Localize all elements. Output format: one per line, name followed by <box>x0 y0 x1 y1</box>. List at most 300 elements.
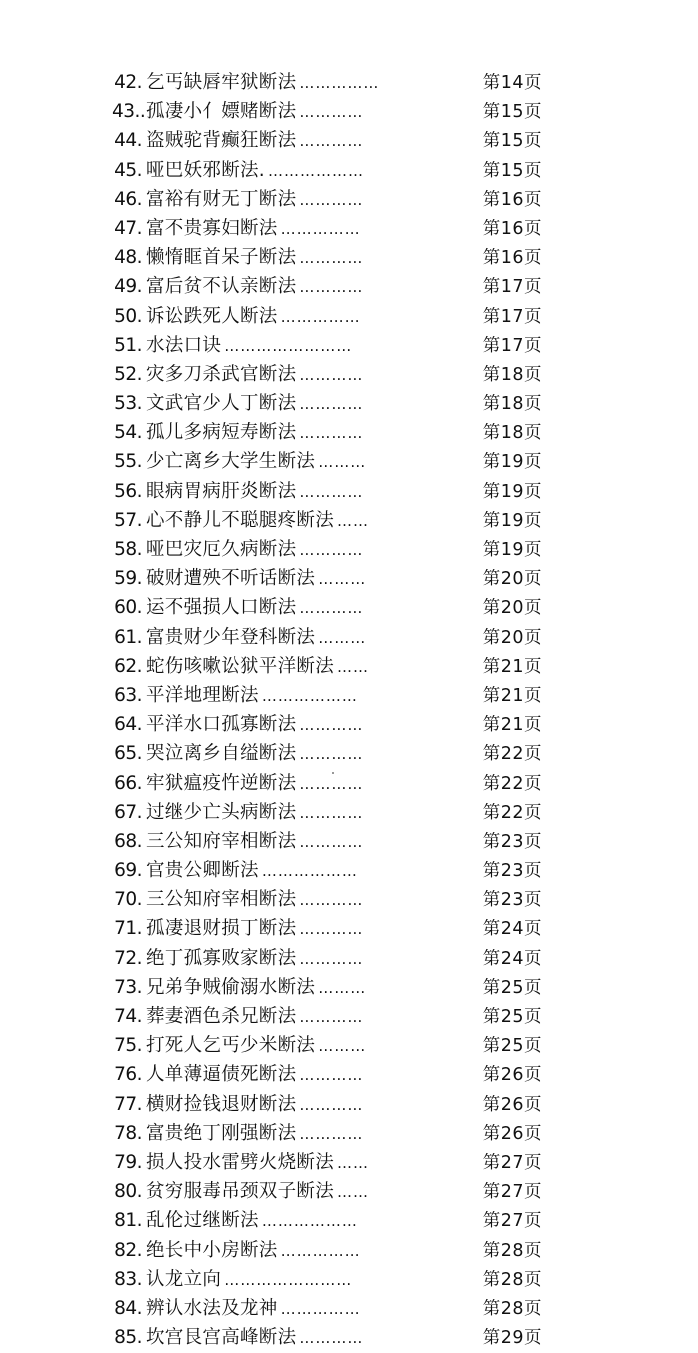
toc-entry-title: 损人投水雷劈火烧断法 <box>146 1151 335 1173</box>
page-suffix: 页 <box>524 598 542 619</box>
toc-entry[interactable] <box>112 564 542 593</box>
page-suffix: 页 <box>524 481 542 502</box>
toc-entry-number: 61. <box>114 626 142 648</box>
page-number: 25 <box>500 1007 524 1027</box>
toc-entry-number: 64. <box>114 714 142 736</box>
toc-entry-title: 贫穷服毒吊颈双子断法 <box>146 1181 335 1203</box>
toc-entry-page <box>456 886 542 915</box>
toc-entry-title: 诉讼跌死人断法 <box>146 305 278 327</box>
toc-entry[interactable] <box>112 1060 542 1089</box>
page-number: 29 <box>500 1328 524 1349</box>
toc-entry-title: 盗贼驼背癫狂断法 <box>146 130 297 152</box>
toc-entry[interactable] <box>112 1206 542 1235</box>
page-prefix: 第 <box>482 364 501 385</box>
toc-entry-title: 坎宫艮宫高峰断法 <box>146 1327 297 1349</box>
toc-leader-dots: …………… <box>299 74 380 92</box>
page-suffix: 页 <box>524 394 542 415</box>
toc-entry-number: 57. <box>114 509 142 531</box>
page-suffix: 页 <box>524 802 542 823</box>
toc-entry[interactable] <box>112 652 542 681</box>
page-number: 25 <box>500 977 524 998</box>
toc-entry[interactable] <box>112 1148 542 1177</box>
page-number: 17 <box>500 277 524 298</box>
page-suffix: 页 <box>524 1328 542 1349</box>
page-number: 24 <box>500 948 524 969</box>
toc-entry[interactable] <box>112 447 542 476</box>
page-number: 19 <box>500 510 524 531</box>
toc-entry-number: 46. <box>114 188 142 210</box>
toc-entry[interactable] <box>112 418 542 447</box>
toc-entry[interactable] <box>112 593 542 622</box>
toc-entry-title: 绝丁孤寡败家断法 <box>146 947 297 969</box>
toc-entry-number: 47. <box>114 217 142 239</box>
toc-entry-number: 60. <box>114 597 142 619</box>
toc-entry-page <box>456 770 542 799</box>
toc-leader-dots: ………… <box>299 132 364 151</box>
toc-entry-number: 79. <box>114 1151 142 1173</box>
toc-entry[interactable] <box>112 798 542 827</box>
page-suffix: 页 <box>524 306 542 327</box>
toc-leader-dots: ………… <box>299 1124 364 1143</box>
page-number: 22 <box>500 802 524 823</box>
toc-entry[interactable] <box>112 885 542 914</box>
toc-entry[interactable] <box>112 1119 542 1148</box>
page-number: 15 <box>500 102 524 123</box>
toc-entry-number: 56. <box>114 480 142 502</box>
toc-leader-dots: ………… <box>299 774 364 793</box>
toc-entry[interactable] <box>112 506 542 535</box>
toc-entry-page <box>456 1207 542 1236</box>
page-prefix: 第 <box>482 540 501 560</box>
toc-entry-page <box>456 215 542 244</box>
toc-leader-dots: ……………… <box>261 1212 358 1231</box>
toc-leader-dots: ………… <box>299 803 364 822</box>
toc-leader-dots: ………… <box>299 716 364 735</box>
toc-leader-dots: ………… <box>299 920 364 939</box>
toc-leader-dots: ………… <box>299 1329 364 1348</box>
toc-entry-number: 71. <box>114 918 142 940</box>
toc-leader-dots: …………… <box>280 307 361 326</box>
toc-entry-title: 牢狱瘟疫忤逆断法 <box>146 772 297 794</box>
toc-entry-number: 45. <box>114 159 142 181</box>
toc-entry[interactable] <box>112 1031 542 1060</box>
page-number: 23 <box>500 861 524 882</box>
toc-entry[interactable] <box>112 1002 542 1031</box>
toc-entry-page <box>456 1266 542 1295</box>
toc-entry[interactable] <box>112 769 542 798</box>
toc-entry-title: 运不强损人口断法 <box>146 597 297 619</box>
toc-entry-number: 68. <box>114 830 142 852</box>
toc-leader-dots: ………… <box>299 1008 364 1026</box>
page-prefix: 第 <box>482 977 501 998</box>
toc-entry-number: 55. <box>114 451 142 473</box>
page-number: 24 <box>500 919 524 940</box>
toc-entry-number: 72. <box>114 947 142 969</box>
toc-entry[interactable] <box>112 272 542 301</box>
toc-entry-number: 51. <box>114 334 142 356</box>
toc-leader-dots: ……… <box>318 628 367 647</box>
toc-entry-number: 65. <box>114 743 142 765</box>
toc-leader-dots: …… <box>337 1183 370 1202</box>
toc-entry-number: 62. <box>114 655 142 677</box>
page-prefix: 第 <box>482 1065 501 1086</box>
toc-entry-title: 乞丐缺唇牢狱断法 <box>146 72 297 93</box>
toc-entry[interactable] <box>112 1236 542 1265</box>
toc-entry-page <box>456 974 542 1003</box>
toc-entry[interactable] <box>112 389 542 418</box>
toc-entry[interactable] <box>112 68 542 97</box>
toc-entry-page <box>456 1061 542 1090</box>
toc-entry[interactable] <box>112 1177 542 1206</box>
toc-entry-page <box>456 1149 542 1178</box>
page-prefix: 第 <box>482 715 501 736</box>
page-prefix: 第 <box>482 627 501 648</box>
toc-entry-title: 哭泣离乡自缢断法 <box>146 743 297 765</box>
toc-entry-title: 懒惰眶首呆子断法 <box>146 247 297 269</box>
toc-entry[interactable] <box>112 126 542 155</box>
toc-entry-number: 63. <box>114 684 142 706</box>
page-suffix: 页 <box>524 1094 542 1115</box>
page-prefix: 第 <box>482 656 501 677</box>
toc-entry-number: 69. <box>114 860 142 882</box>
page-suffix: 页 <box>524 131 542 152</box>
toc-entry[interactable] <box>112 827 542 856</box>
page-prefix: 第 <box>482 335 501 356</box>
page-prefix: 第 <box>482 919 501 940</box>
toc-entry-page <box>456 857 542 886</box>
page-suffix: 页 <box>524 715 542 736</box>
page-prefix: 第 <box>482 598 501 619</box>
toc-entry-title: 平洋地理断法 <box>146 684 259 706</box>
toc-entry[interactable] <box>112 185 542 214</box>
page-number: 28 <box>500 1269 524 1290</box>
page-suffix: 页 <box>524 160 542 181</box>
page-suffix: 页 <box>524 977 542 998</box>
page-suffix: 页 <box>524 656 542 677</box>
page-prefix: 第 <box>482 1240 501 1261</box>
page-prefix: 第 <box>482 1036 501 1057</box>
toc-leader-dots: ………… <box>299 599 364 618</box>
toc-entry-number: 59. <box>114 568 142 590</box>
toc-leader-dots: ………… <box>299 103 364 122</box>
toc-entry[interactable] <box>112 623 542 652</box>
toc-entry-title: 破财遭殃不听话断法 <box>146 568 316 590</box>
toc-entry-number: 80. <box>114 1181 142 1203</box>
page-prefix: 第 <box>482 452 501 473</box>
page-number: 18 <box>500 394 524 415</box>
toc-entry-title: 富后贫不认亲断法 <box>146 276 297 298</box>
page-suffix: 页 <box>524 1065 542 1086</box>
toc-entry-number: 70. <box>114 889 142 911</box>
page-suffix: 页 <box>524 831 542 852</box>
page-prefix: 第 <box>482 685 501 706</box>
page-number: 20 <box>500 569 524 590</box>
page-suffix: 页 <box>524 452 542 473</box>
page-number: 15 <box>500 131 524 152</box>
page-number: 18 <box>500 364 524 385</box>
page-number: 19 <box>500 481 524 502</box>
toc-entry-title: 三公知府宰相断法 <box>146 889 297 911</box>
toc-entry[interactable] <box>112 243 542 272</box>
page-number: 21 <box>500 715 524 736</box>
page-prefix: 第 <box>482 306 501 327</box>
toc-entry[interactable] <box>112 477 542 506</box>
toc-entry-page <box>456 419 542 448</box>
toc-entry-title: 人单薄逼债死断法 <box>146 1064 297 1086</box>
page-number: 19 <box>500 452 524 473</box>
page-prefix: 第 <box>482 248 501 269</box>
toc-entry[interactable] <box>112 914 542 943</box>
toc-entry-number: 73. <box>114 976 142 998</box>
toc-leader-dots: ………… <box>299 832 364 851</box>
page-number: 26 <box>500 1065 524 1086</box>
page-number: 18 <box>500 423 524 444</box>
page-prefix: 第 <box>482 861 501 882</box>
page-prefix: 第 <box>482 1152 501 1173</box>
toc-entry-page <box>456 565 542 594</box>
toc-leader-dots: …………………… <box>224 1270 353 1289</box>
toc-entry-title: 孤凄退财损丁断法 <box>146 918 297 940</box>
toc-leader-dots: ………… <box>299 1066 364 1085</box>
page-suffix: 页 <box>524 364 542 385</box>
page-suffix: 页 <box>524 685 542 706</box>
page-suffix: 页 <box>524 218 542 239</box>
toc-entry[interactable] <box>112 1294 542 1323</box>
page-number: 28 <box>500 1298 524 1319</box>
toc-entry[interactable] <box>112 973 542 1002</box>
toc-entry-title: 富裕有财无丁断法 <box>146 188 297 210</box>
page-prefix: 第 <box>482 802 501 823</box>
toc-entry[interactable] <box>112 97 542 126</box>
page-suffix: 页 <box>524 1240 542 1261</box>
page-number: 17 <box>500 335 524 356</box>
toc-entry[interactable] <box>112 156 542 185</box>
page-suffix: 页 <box>524 773 542 794</box>
page-number: 23 <box>500 890 524 911</box>
toc-entry-number: 48. <box>114 247 142 269</box>
toc-leader-dots: ………… <box>299 541 364 559</box>
page-number: 21 <box>500 656 524 677</box>
toc-entry-page <box>456 332 542 361</box>
toc-entry[interactable] <box>112 1265 542 1294</box>
toc-entry-title: 蛇伤咳嗽讼狱平洋断法 <box>146 655 335 677</box>
page-number: 28 <box>500 1240 524 1261</box>
toc-leader-dots: ……… <box>318 1037 367 1056</box>
page-number: 27 <box>500 1152 524 1173</box>
toc-entry[interactable] <box>112 710 542 739</box>
toc-entry-page <box>456 1120 542 1149</box>
page-number: 27 <box>500 1182 524 1203</box>
toc-entry-page <box>456 1003 542 1032</box>
toc-entry-page <box>456 594 542 623</box>
toc-leader-dots: ………… <box>299 365 364 384</box>
toc-leader-dots: ……… <box>318 978 367 997</box>
toc-entry-title: 三公知府宰相断法 <box>146 830 297 852</box>
toc-entry-page <box>456 69 542 98</box>
toc-entry-page <box>456 478 542 507</box>
toc-entry-page <box>456 799 542 828</box>
toc-entry-title: 水法口诀 <box>146 334 222 356</box>
toc-leader-dots: ………… <box>299 278 364 297</box>
toc-entry-page <box>456 682 542 711</box>
toc-entry-page <box>456 1091 542 1120</box>
toc-entry-page <box>456 448 542 477</box>
toc-entry-page <box>456 1032 542 1061</box>
page-suffix: 页 <box>524 744 542 765</box>
page-prefix: 第 <box>482 73 501 93</box>
page-number: 14 <box>500 73 524 93</box>
toc-leader-dots: ……………… <box>261 686 358 705</box>
toc-entry-page <box>456 915 542 944</box>
page-prefix: 第 <box>482 102 501 123</box>
page-suffix: 页 <box>524 248 542 269</box>
toc-entry-number: 81. <box>114 1210 142 1232</box>
page-number: 21 <box>500 685 524 706</box>
toc-leader-dots: …………… <box>280 1299 361 1318</box>
toc-entry[interactable] <box>112 331 542 360</box>
page-prefix: 第 <box>482 1328 501 1349</box>
page-suffix: 页 <box>524 540 542 560</box>
toc-leader-dots: ………… <box>299 1095 364 1114</box>
page-suffix: 页 <box>524 1007 542 1027</box>
toc-entry-number: 44. <box>114 130 142 152</box>
toc-entry-page <box>456 273 542 302</box>
page-number: 26 <box>500 1123 524 1144</box>
page-prefix: 第 <box>482 394 501 415</box>
toc-entry-title: 灾多刀杀武官断法 <box>146 363 297 385</box>
table-of-contents <box>112 68 542 1352</box>
toc-entry-page <box>456 507 542 536</box>
toc-entry-number: 77. <box>114 1093 142 1115</box>
page-suffix: 页 <box>524 102 542 123</box>
page-suffix: 页 <box>524 335 542 356</box>
toc-entry[interactable] <box>112 1090 542 1119</box>
toc-leader-dots: ……… <box>318 570 367 589</box>
toc-leader-dots: ……………… <box>261 862 358 881</box>
toc-entry-title: 孤儿多病短寿断法 <box>146 422 297 444</box>
toc-entry-title: 绝长中小房断法 <box>146 1239 278 1261</box>
toc-leader-dots: ………… <box>299 395 364 414</box>
toc-entry-number: 76. <box>114 1064 142 1086</box>
toc-entry[interactable] <box>112 739 542 768</box>
toc-entry-title: 横财捡钱退财断法 <box>146 1093 297 1115</box>
toc-entry-title: 富贵财少年登科断法 <box>146 626 316 648</box>
toc-entry[interactable] <box>112 302 542 331</box>
toc-entry[interactable] <box>112 856 542 885</box>
page-suffix: 页 <box>524 423 542 444</box>
toc-leader-dots: ………… <box>299 891 364 910</box>
page-suffix: 页 <box>524 569 542 590</box>
toc-leader-dots: ………… <box>299 745 364 764</box>
toc-leader-dots: ………… <box>299 424 364 443</box>
toc-entry-page <box>456 361 542 390</box>
page-suffix: 页 <box>524 1152 542 1173</box>
page-number: 19 <box>500 540 524 560</box>
toc-entry[interactable] <box>112 944 542 973</box>
toc-entry-title: 文武官少人丁断法 <box>146 393 297 415</box>
page-number: 16 <box>500 218 524 239</box>
page-number: 20 <box>500 627 524 648</box>
toc-entry-number: 84. <box>114 1297 142 1319</box>
page-suffix: 页 <box>524 1182 542 1203</box>
toc-entry-page <box>456 536 542 565</box>
toc-leader-dots: ………… <box>299 949 364 968</box>
page-suffix: 页 <box>524 948 542 969</box>
toc-entry-title: 官贵公卿断法 <box>146 860 259 882</box>
toc-entry[interactable] <box>112 681 542 710</box>
toc-entry-title: 富贵绝丁刚强断法 <box>146 1122 297 1144</box>
page-prefix: 第 <box>482 831 501 852</box>
toc-leader-dots: ………… <box>299 482 364 501</box>
page-suffix: 页 <box>524 861 542 882</box>
toc-leader-dots: …………… <box>280 219 361 238</box>
toc-entry-number: 75. <box>114 1035 142 1057</box>
toc-leader-dots: ………… <box>299 190 364 209</box>
toc-entry-page <box>456 244 542 273</box>
toc-entry-page <box>456 1295 542 1324</box>
toc-entry-number: 49. <box>114 276 142 298</box>
toc-entry-number: 42. <box>114 72 142 93</box>
page-prefix: 第 <box>482 510 501 531</box>
toc-entry[interactable] <box>112 535 542 564</box>
page-number: 20 <box>500 598 524 619</box>
page-suffix: 页 <box>524 1123 542 1144</box>
toc-entry[interactable] <box>112 360 542 389</box>
page-number: 22 <box>500 744 524 765</box>
toc-leader-dots: …………… <box>280 1241 361 1260</box>
toc-entry-page <box>456 303 542 332</box>
toc-leader-dots: …… <box>337 657 370 676</box>
toc-entry-number: 83. <box>114 1268 142 1290</box>
page-number: 17 <box>500 306 524 327</box>
toc-entry-title: 打死人乞丐少米断法 <box>146 1035 316 1057</box>
toc-entry-number: 82. <box>114 1239 142 1261</box>
page-number: 16 <box>500 248 524 269</box>
toc-entry-page <box>456 945 542 974</box>
toc-entry-number: 58. <box>114 539 142 560</box>
page-prefix: 第 <box>482 423 501 444</box>
page-prefix: 第 <box>482 1298 501 1319</box>
toc-leader-dots: …… <box>337 511 370 530</box>
page-prefix: 第 <box>482 1007 501 1027</box>
toc-entry-number: 43.. <box>112 101 146 123</box>
page-suffix: 页 <box>524 1269 542 1290</box>
toc-leader-dots: ……… <box>318 453 367 472</box>
page-number: 22 <box>500 773 524 794</box>
toc-entry-page <box>456 1178 542 1207</box>
page-suffix: 页 <box>524 627 542 648</box>
page-number: 15 <box>500 160 524 181</box>
toc-entry-title: 哑巴妖邪断法. <box>146 159 265 181</box>
toc-entry-number: 78. <box>114 1122 142 1144</box>
toc-entry-number: 66. <box>114 772 142 794</box>
toc-entry-number: 53. <box>114 393 142 415</box>
page-prefix: 第 <box>482 569 501 590</box>
page-prefix: 第 <box>482 773 501 794</box>
toc-leader-dots: ……………… <box>267 161 364 180</box>
toc-entry[interactable] <box>112 214 542 243</box>
toc-entry-number: 54. <box>114 422 142 444</box>
toc-entry-title: 辨认水法及龙神 <box>146 1297 278 1319</box>
toc-entry-page <box>456 1324 542 1353</box>
toc-entry[interactable] <box>112 1323 542 1352</box>
toc-entry-page <box>456 828 542 857</box>
page-prefix: 第 <box>482 189 501 210</box>
toc-entry-title: 哑巴灾厄久病断法 <box>146 539 297 560</box>
toc-leader-dots: ………… <box>299 249 364 268</box>
page-prefix: 第 <box>482 1211 501 1232</box>
page-prefix: 第 <box>482 131 501 152</box>
